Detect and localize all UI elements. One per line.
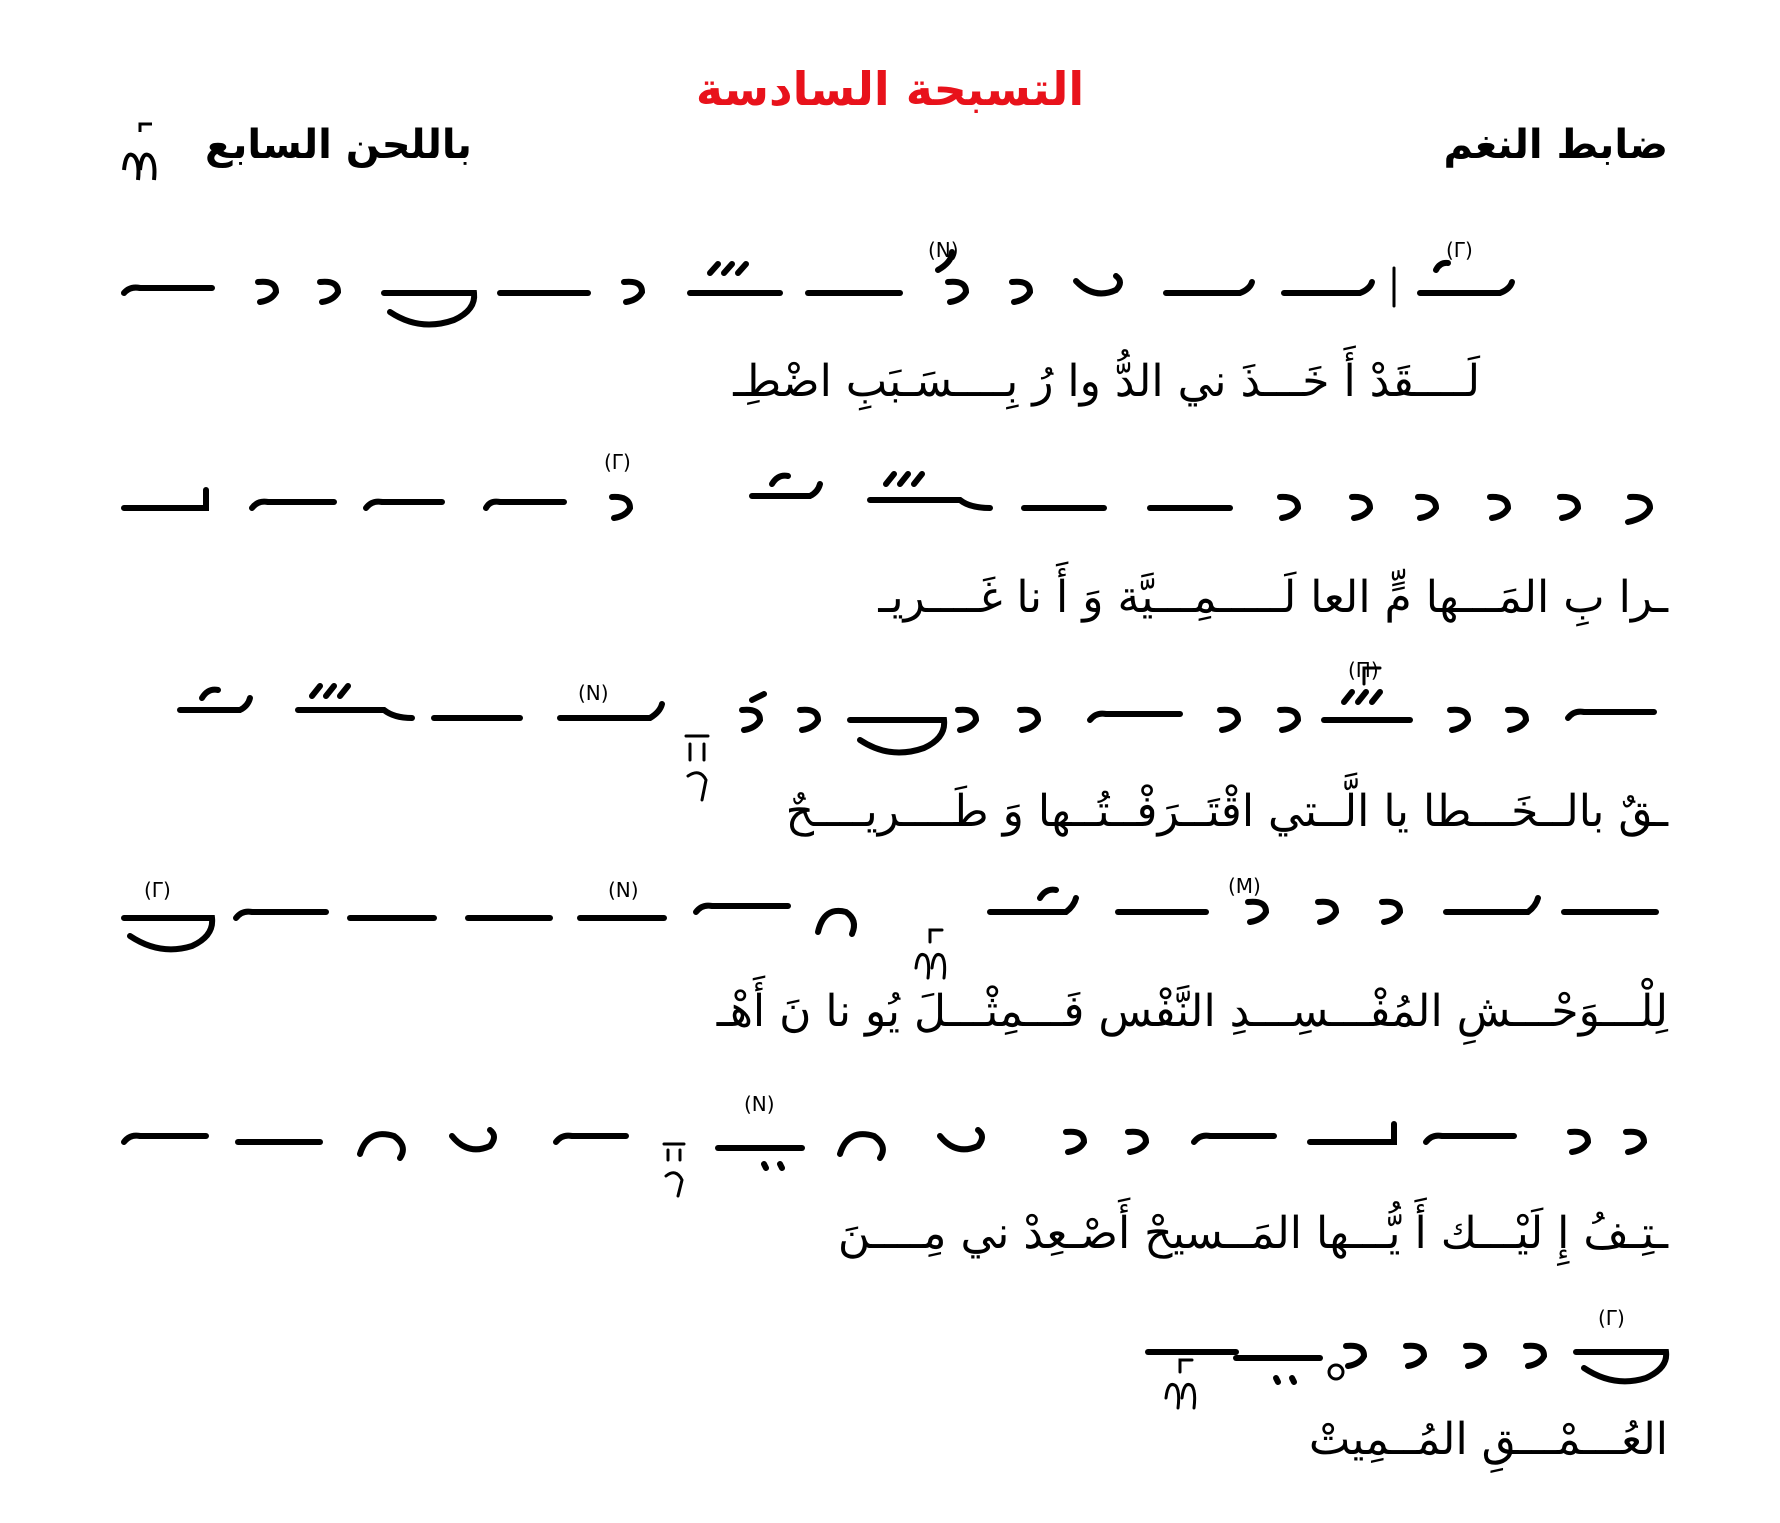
neume-row-6 [1148,1346,1666,1408]
klasma-neume-icon [1329,1365,1343,1379]
oligon-neume-icon [556,1136,626,1142]
gorgon-neume-icon [1346,1346,1364,1366]
apostrophos-neume-icon [612,497,630,518]
apostrophos-neume-icon [1128,1132,1146,1152]
oligon-neume-icon [124,288,212,293]
oligon-neume-icon [124,1136,206,1142]
oligon-neume-icon [252,502,334,508]
apostrophos-neume-icon [1020,710,1038,730]
oligon-neume-icon [1194,1136,1274,1142]
apostrophos-neume-icon [1280,497,1298,518]
apostrophos-neume-icon [1466,1346,1484,1366]
apostrophos-neume-icon [1352,497,1370,518]
apostrophos-neume-icon [1418,497,1436,518]
gorgon-neume-icon [360,1134,403,1158]
oligon-neume-icon [366,502,442,508]
oligon-neume-icon [1420,282,1512,293]
oligon-neume-icon [1090,714,1180,720]
hamili-neume-icon [124,918,212,949]
oligon-neume-icon [560,704,662,718]
neume-row-1 [124,252,1512,325]
apostrophos-neume-icon [1382,902,1400,922]
oligon-neume-icon [752,484,820,496]
apostrophos-neume-icon [752,694,764,700]
petasti-neume-icon [818,911,854,934]
oligon-neume-icon [1310,1124,1394,1142]
kentimata-neume-icon [710,264,746,273]
neume-row-2 [124,474,1650,522]
elaphron-neume-icon [990,890,1076,912]
apostrophos-neume-icon [320,282,338,302]
apostrophos-neume-icon [1248,902,1266,922]
oligon-neume-icon [1446,898,1538,912]
apostrophos-neume-icon [1628,497,1650,522]
neume-mark: (Γ) [144,878,171,902]
petasti-neume-icon [1076,276,1120,293]
neume-mark: (Ν) [928,238,959,262]
fthora-sign-icon [664,1144,684,1196]
apostrophos-neume-icon [1066,1132,1084,1152]
apostrophos-neume-icon [1318,902,1336,922]
apostrophos-neume-icon [1012,282,1030,302]
lyrics-line-5: ـتِـفُ إِ لَيْـــك أَ يُّـــها المَــسيحْ أَصْـعِدْ ني مِــــنَ [837,1208,1668,1259]
page-title: التسبحة السادسة [695,62,1085,116]
hamili-neume-icon [850,720,944,753]
oligon-neume-icon [1284,282,1372,293]
apostrophos-neume-icon [1490,497,1508,518]
kentimata-neume-icon [764,1164,782,1168]
neume-mark: (Μ) [1228,874,1261,898]
lyrics-line-6: العُـــمْـــقِ المُــمِيتْ [1308,1414,1668,1465]
lyrics-line-1: لَــــقَدْ أَ خَـــذَ ني الدُّ وا رُ بِــــسَـبَبِ اضْطِـ [733,356,1480,407]
lyrics-line-3: ـقٌ بالــخَـــطا يا الَّــتي اقْتَــرَفْــتُــها وَ طَــــريــــحٌ [785,786,1668,837]
elaphron-neume-icon [870,474,990,508]
kentimata-neume-icon [1276,1378,1294,1382]
apostrophos-neume-icon [958,710,976,730]
apostrophos-neume-icon [1560,497,1578,518]
apostrophos-neume-icon [742,710,760,730]
neume-mark: (Ν) [578,681,609,705]
oligon-neume-icon [236,912,326,918]
apostrophos-neume-icon [1526,1346,1544,1366]
neume-mark: (Γ) [1446,238,1473,262]
oligon-neume-icon [180,698,250,710]
apostrophos-neume-icon [948,282,966,302]
neume-mark: (Γ) [604,450,631,474]
petasti-neume-icon [940,1130,982,1149]
hamili-neume-icon [384,293,474,325]
apostrophos-neume-icon [1626,1132,1644,1152]
oligon-neume-icon [1166,282,1252,293]
apostrophos-neume-icon [800,710,818,730]
neume-mark: (Γ) [1598,1306,1625,1330]
apostrophos-neume-icon [258,282,276,302]
neume-row-3 [180,668,1654,800]
neume-mark: (Π) [1348,658,1379,682]
oligon-neume-icon [1568,712,1654,718]
hamili-neume-icon [1576,1352,1666,1381]
kentimata-neume-icon [772,476,788,484]
martyria-sign-icon [1166,1360,1195,1408]
apostrophos-neume-icon [1220,710,1238,730]
header-label-right: ضابط النغم [1443,122,1668,168]
neume-mark: (Ν) [608,878,639,902]
kentimata-neume-icon [1344,692,1380,702]
fthora-sign-icon [686,736,708,800]
gorgon-neume-icon [840,1134,883,1158]
oligon-neume-icon [696,906,788,912]
neume-mark: (Ν) [744,1092,775,1116]
elaphron-neume-icon [298,686,412,718]
kentimata-neume-icon [1436,263,1448,270]
oligon-neume-icon [1426,1136,1514,1142]
kentimata-neume-icon [202,690,218,698]
oligon-neume-icon [124,490,206,508]
neume-row-4 [124,890,1656,978]
oligon-neume-icon [486,502,564,508]
apostrophos-neume-icon [1508,710,1526,730]
header-label-left: باللحن السابع [205,122,472,168]
apostrophos-neume-icon [624,282,642,302]
apostrophos-neume-icon [1280,710,1298,730]
apostrophos-neume-icon [1450,710,1468,730]
lyrics-line-4: لِلْـــوَحْـــشِ المُفْـــسِـــدِ النَّفْس فَـــمِثْـــلَ يُو نا نَ أَهْـ [716,986,1668,1037]
petasti-neume-icon [452,1130,494,1149]
neume-row-5 [124,1124,1644,1196]
lyrics-line-2: ـرا بِ المَـــها مٍّ العا لَـــــمِـــيَّة وَ أَ نا غَــــريـ [878,572,1668,623]
apostrophos-neume-icon [1406,1346,1424,1366]
martyria-sign-icon [916,930,945,978]
apostrophos-neume-icon [1570,1132,1588,1152]
